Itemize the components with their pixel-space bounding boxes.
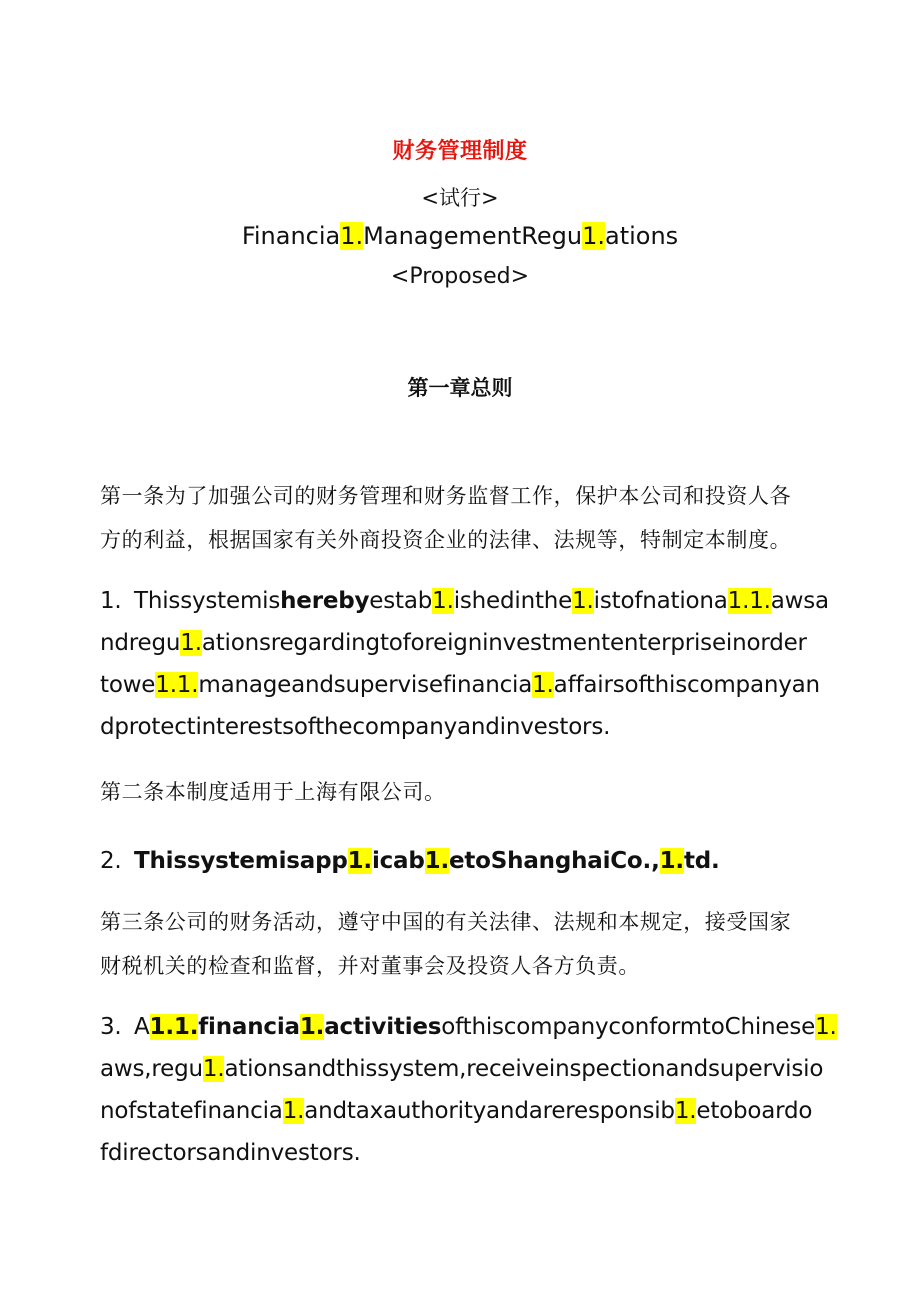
- highlight: 1.: [347, 848, 372, 874]
- highlight: 1.1.: [727, 588, 771, 614]
- highlight: 1.: [532, 672, 554, 698]
- highlight: 1.1.: [149, 1014, 199, 1040]
- list-number: 3.: [100, 1014, 122, 1040]
- list-number: 2.: [100, 848, 122, 874]
- highlight: 1.: [282, 1098, 305, 1124]
- proposed-label: <Proposed>: [390, 264, 530, 289]
- article-2-en: 2. Thissystemisapp1.icab1.etoShanghaiCo.,1.td.: [100, 840, 845, 882]
- article-1-cn: 第一条为了加强公司的财务管理和财务监督工作，保护本公司和投资人各 方的利益，根据国家有关外商投资企业的法律、法规等，特制定本制度。: [100, 484, 792, 552]
- highlight: 1.: [299, 1014, 325, 1040]
- list-number: 1.: [100, 588, 122, 614]
- article-3-cn: 第三条公司的财务活动，遵守中国的有关法律、法规和本规定，接受国家 财税机关的检查和监督，并对董事会及投资人各方负责。: [100, 910, 792, 978]
- document-title-en: Financia1.ManagementRegu1.ations: [241, 222, 679, 250]
- highlight: 1.: [659, 848, 684, 874]
- highlight: 1.1.: [155, 672, 199, 698]
- highlight: 1.: [582, 222, 605, 250]
- document-title-cn: 财务管理制度: [392, 139, 528, 164]
- article-1-en: 1. Thissystemisherebyestab1.ishedinthe1.istofnationa1.1.awsa ndregu1.ationsregardingtoforeigninvestmententerpriseinorder towe1.1.manageandsupervisefinancia1.affairsofthiscompanyan dprotectinterestsofthecompanyandinvestors.: [100, 580, 845, 748]
- article-3-en: 3. A1.1.financia1.activitiesofthiscompanyconformtoChinese1. aws,regu1.ationsandthissystem,receiveinspectionandsupervisio nofstatefinancia1.andtaxauthorityandareresponsib1.etoboardo fdirectorsandinvestors.: [100, 1006, 845, 1174]
- article-2-cn: 第二条本制度适用于上海有限公司。: [100, 780, 446, 804]
- highlight: 1.: [340, 222, 364, 250]
- highlight: 1.: [180, 630, 202, 656]
- highlight: 1.: [572, 588, 594, 614]
- highlight: 1.: [202, 1056, 225, 1082]
- highlight: 1.: [432, 588, 454, 614]
- trial-label: <试行>: [421, 186, 499, 210]
- highlight: 1.: [674, 1098, 697, 1124]
- highlight: 1.: [815, 1014, 837, 1040]
- highlight: 1.: [424, 848, 449, 874]
- chapter-heading: 第一章总则: [407, 376, 513, 400]
